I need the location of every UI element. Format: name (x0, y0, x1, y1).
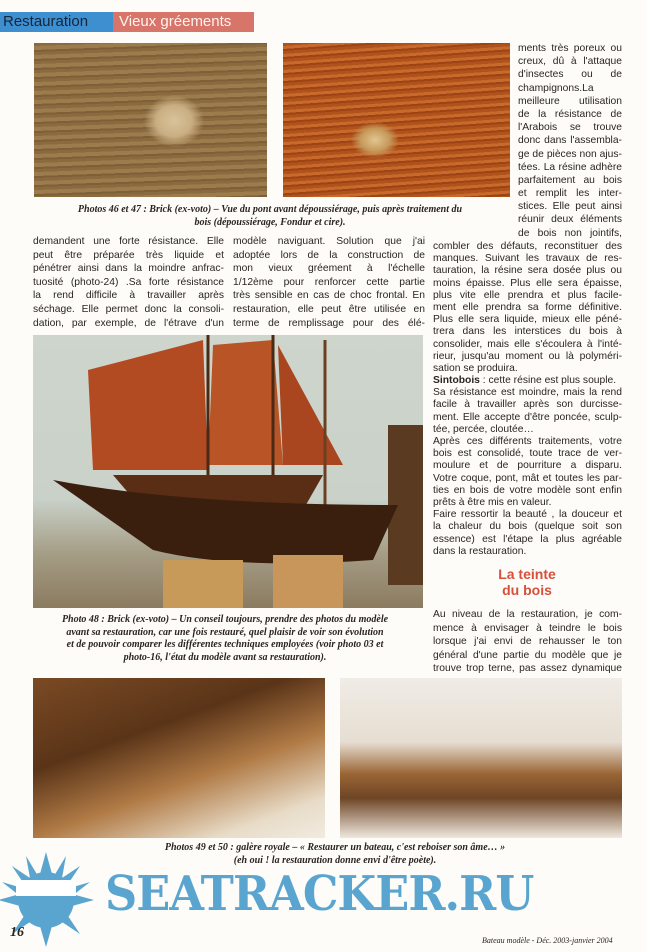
text-line: Plus elle sera liquide, mieux elle péné- (433, 314, 622, 326)
text-line: terme de remplissage pour des élé- (233, 317, 425, 329)
text-line: tée, percée, cloutée… (433, 423, 534, 435)
text-line: mence à envisager à teindre le bois (433, 622, 622, 634)
text-line: combler des défauts, reconstituer des (433, 241, 622, 252)
text-line: très sensible en cas de choc frontal. En (233, 290, 425, 302)
page-number: 16 (10, 925, 24, 940)
text-line: pénétrer ainsi dans la moindre anfrac- (33, 263, 224, 275)
text-line: l'Arabois se trouve (518, 122, 622, 134)
text-line: modèle naviguant. Solution que j'ai (233, 236, 425, 247)
text-line: Votre coque, pont, mât et toutes les par- (433, 472, 622, 484)
text-line: creux, dû à l'attaque (518, 56, 622, 68)
text-line: 1/12ème pour renforcer cette partie (233, 276, 425, 288)
section-heading (460, 566, 594, 598)
text-line: moins épaisse. Plus elle sera épaisse, (433, 277, 622, 289)
caption-line: avant sa restauration, car une fois restauré, quel plaisir de voir son évolution (66, 626, 384, 638)
text-line: Faire ressortir la beauté , la douceur et (433, 509, 622, 521)
text-line: et remplit les inter- (518, 188, 622, 200)
text-line: sation se produira. (433, 362, 518, 374)
text-line: dation, par exemple, de l'étrave d'un (33, 317, 224, 329)
footer-issue: Bateau modèle - Déc. 2003-janvier 2004 (482, 936, 613, 945)
photo-48-brick-model (33, 335, 423, 608)
text-line: ge de pièces non ajus- (518, 148, 622, 160)
text-line: rieur, jusqu'au moment ou là polyméri- (433, 350, 622, 362)
text-line: général d'une partie du modèle que je (433, 649, 622, 661)
text-line: la chaleur du bois (quelque soit son (433, 521, 622, 533)
text-line: ties en bois de votre modèle sont enfin (433, 484, 622, 496)
text-line: donc dans l'assembla- (518, 135, 622, 147)
text-line: lorsque j'ai envi de rehausser le ton (433, 636, 622, 648)
text-line: ments très poreux ou (518, 43, 622, 54)
watermark: SEATRACKER.RU (105, 866, 534, 922)
text-line: Sa résistance est moindre, mais la rend (433, 387, 622, 399)
subsection-tag: Vieux gréements (113, 12, 254, 32)
caption-line: et de pouvoir comparer les différentes techniques employées (voir photo 03 et (66, 639, 384, 650)
caption-photos-46-47 (20, 204, 520, 229)
photo-49-galley (33, 678, 325, 838)
text-line: stices. Elle peut ainsi (518, 201, 622, 213)
text-run: : cette résine est plus souple. (479, 375, 617, 387)
text-line: tuosité (photo-24) .Sa forte résistance (33, 276, 224, 288)
text-line: ment elle prendra sa forme définitive. (433, 301, 622, 313)
caption-photos-49-50 (120, 842, 550, 867)
text-column-1 (33, 235, 224, 330)
text-line: plus vite elle prendra et plus facile- (433, 289, 622, 301)
text-line: tauration, la résine sera dosée plus ou (433, 265, 622, 277)
text-line: demandent une forte résistance. Elle (33, 236, 224, 247)
text-line: restauration, elle peut être utilisée en (233, 303, 425, 315)
text-line: Au niveau de la restauration, je com- (433, 609, 622, 620)
photo-47-deck-after (283, 43, 510, 197)
text-line: dans la restauration. (433, 545, 527, 557)
text-column-2 (233, 235, 425, 330)
text-line: parfaitement au bois (518, 174, 622, 186)
text-line: bois est consolidé, toute trace de ver- (433, 448, 622, 460)
text-line: trouve trop terne, pas assez dynamique (433, 663, 622, 675)
text-line: Après ces différents traitements, votre (433, 436, 622, 447)
caption-line: photo-16, l'état du modèle avant sa restauration). (123, 651, 327, 663)
text-line: séchage. Elle permet donc la consoli- (33, 303, 224, 315)
caption-line: (eh oui ! la restauration donne envi d'être poète). (233, 854, 437, 866)
text-line: mon vieux gréement à l'échelle (233, 263, 425, 275)
text-line: facile à travailler après son durcisse- (433, 399, 622, 411)
caption-line: Photos 49 et 50 : galère royale – « Restaurer un bateau, c'est reboiser son âme… » (164, 842, 506, 853)
text-line: adoptée lors de la construction de (233, 249, 425, 261)
ship-illustration (33, 335, 423, 608)
text-line: meilleure utilisation (518, 95, 622, 107)
photo-50-galley (340, 678, 622, 838)
section-tag: Restauration (0, 12, 113, 32)
text-line: ment. Elle accepte d'être poncée, sculp- (433, 411, 622, 423)
text-column-3-wide (433, 241, 622, 558)
caption-line: Photos 46 et 47 : Brick (ex-voto) – Vue du pont avant dépoussiérage, puis après traitement du (77, 204, 463, 215)
heading-line: La teinte (498, 566, 556, 582)
text-line (433, 375, 622, 387)
text-line: prêts à être mis en valeur. (433, 496, 552, 508)
text-teinte (433, 608, 622, 676)
text-line: trera dans les interstices du bois à (433, 326, 622, 338)
text-column-3-narrow (518, 42, 622, 240)
photo-46-deck-before (34, 43, 267, 197)
text-line: d'insectes ou de (518, 69, 622, 81)
text-line: moulure et de pourriture a disparu. (433, 460, 622, 472)
text-line: tées. La résine adhère (518, 161, 622, 173)
caption-line: Photo 48 : Brick (ex-voto) – Un conseil toujours, prendre des photos du modèle (61, 614, 389, 625)
text-line: de bois non jointifs, (518, 227, 622, 239)
text-line: essence) est l'étape la plus agréable (433, 533, 622, 545)
heading-line: du bois (502, 582, 552, 598)
text-line: consolider, mais elle s'écoulera à l'inté- (433, 338, 622, 350)
text-line: peut être préparée très liquide et (33, 249, 224, 261)
text-line: la rend difficile à travailler après (33, 290, 224, 302)
text-line: champignons.La (518, 82, 594, 94)
term-sintobois: Sintobois (433, 375, 480, 387)
caption-line: bois (dépoussiérage, Fondur et cire). (194, 216, 346, 228)
caption-photo-48 (20, 614, 430, 664)
text-line: réunir deux éléments (518, 214, 622, 226)
text-line: manques. Suivant les travaux de res- (433, 253, 622, 265)
text-line: de la résistance de (518, 108, 622, 120)
